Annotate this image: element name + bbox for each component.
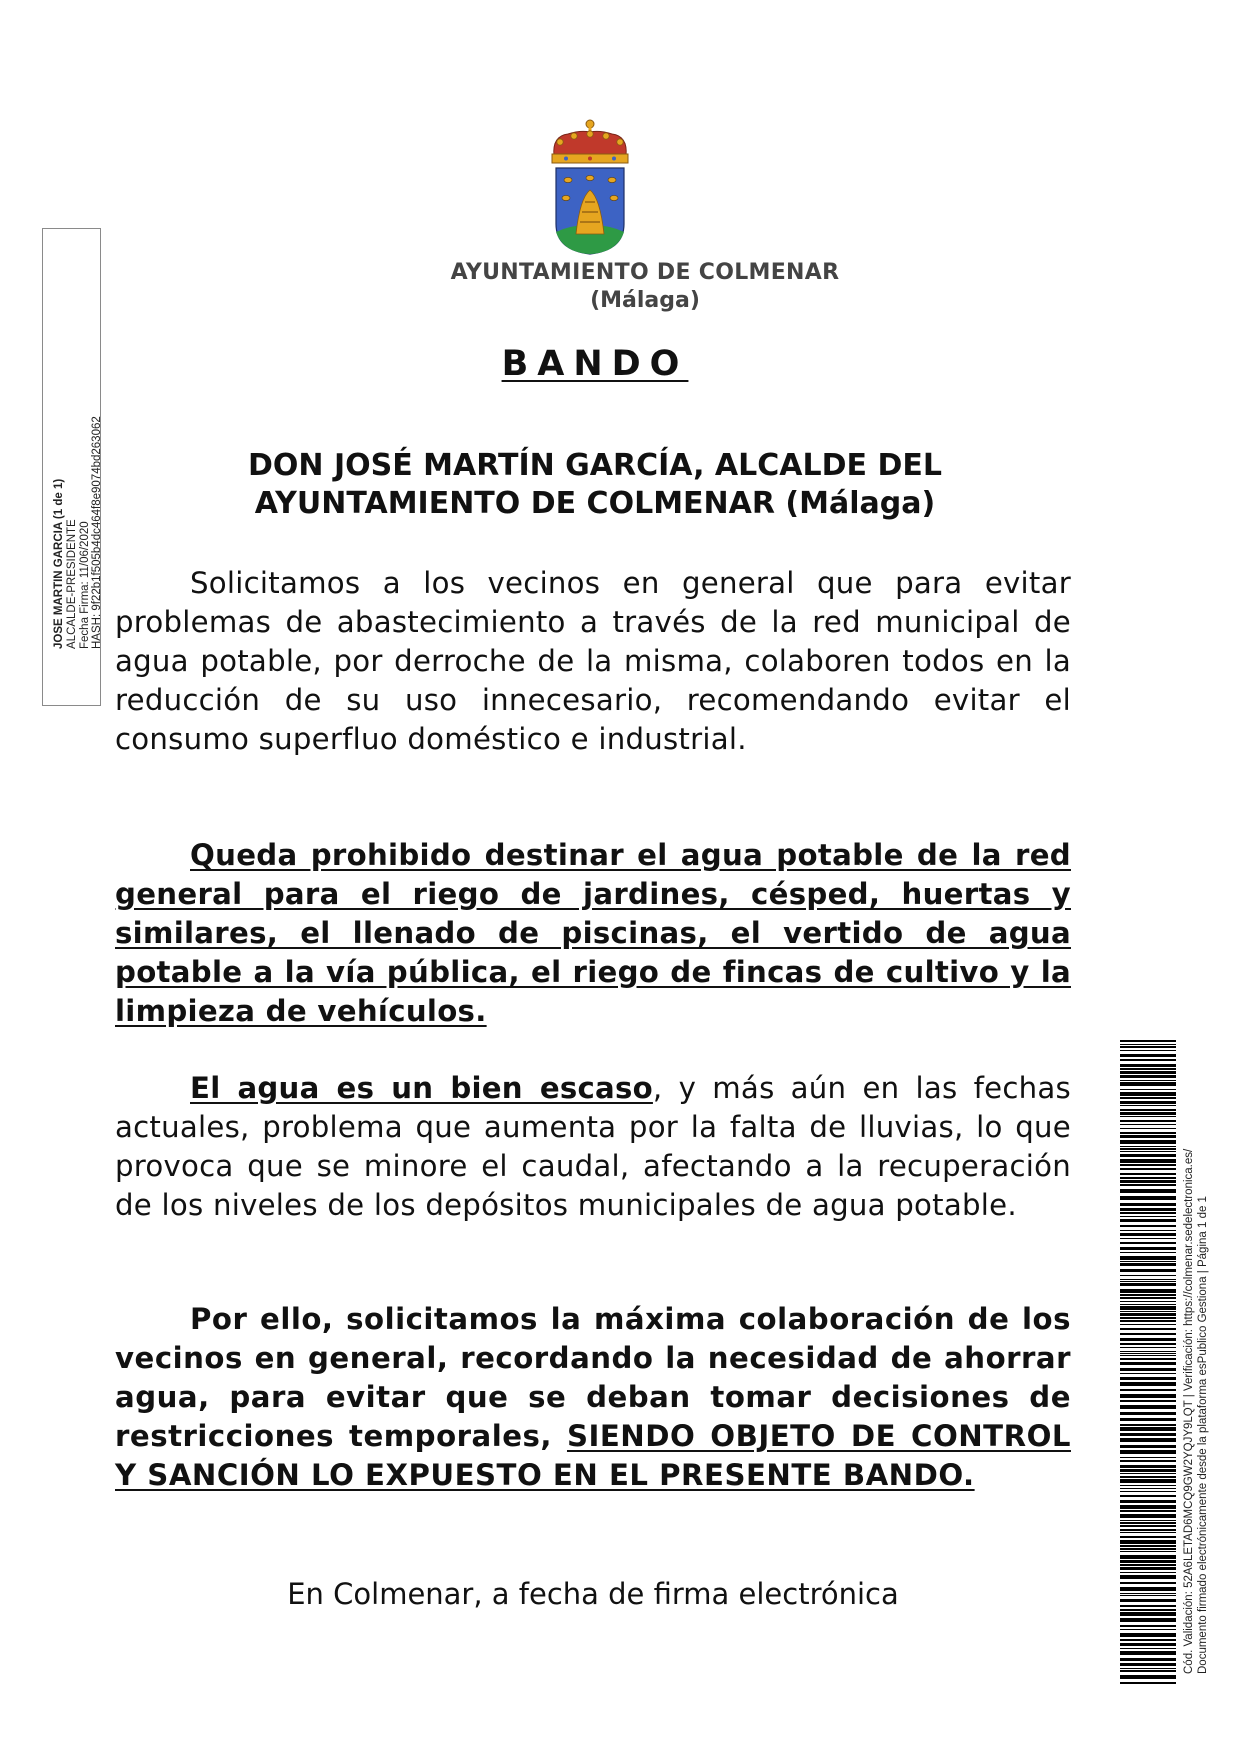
barcode-bar xyxy=(1120,1044,1176,1045)
barcode-bar xyxy=(1120,1540,1176,1544)
barcode-bar xyxy=(1120,1116,1176,1117)
barcode-bar xyxy=(1120,1485,1176,1486)
barcode-bar xyxy=(1120,1522,1176,1524)
barcode-bar xyxy=(1120,1605,1176,1607)
barcode-bar xyxy=(1120,1101,1176,1104)
barcode-bar xyxy=(1120,1609,1176,1611)
barcode-bar xyxy=(1120,1500,1176,1503)
barcode-bar xyxy=(1120,1089,1176,1090)
barcode-bar xyxy=(1120,1289,1176,1293)
barcode-bar xyxy=(1120,1294,1176,1296)
barcode-bar xyxy=(1120,1281,1176,1282)
barcode-bar xyxy=(1120,1311,1176,1312)
barcode-bar xyxy=(1120,1595,1176,1596)
signature-stamp xyxy=(42,228,104,706)
barcode-bar xyxy=(1120,1575,1176,1579)
barcode-bar xyxy=(1120,1313,1176,1316)
barcode-bar xyxy=(1120,1109,1176,1111)
barcode-bar xyxy=(1120,1548,1176,1550)
closing-line: En Colmenar, a fecha de firma electrónica xyxy=(287,1577,899,1611)
barcode-bar xyxy=(1120,1572,1176,1573)
barcode-bar xyxy=(1120,1510,1176,1512)
signature-stamp-text xyxy=(49,229,108,707)
barcode-bar xyxy=(1120,1560,1176,1563)
barcode-bar xyxy=(1120,1450,1176,1454)
barcode-bar xyxy=(1120,1263,1176,1266)
barcode-bar xyxy=(1120,1505,1176,1509)
barcode-bar xyxy=(1120,1495,1176,1497)
barcode-bar xyxy=(1120,1283,1176,1286)
barcode-bar xyxy=(1120,1275,1176,1276)
barcode-bar xyxy=(1120,1587,1176,1591)
barcode-bar xyxy=(1120,1488,1176,1489)
barcode-bar xyxy=(1120,1389,1176,1391)
barcode-bar xyxy=(1120,1343,1176,1345)
barcode-bar xyxy=(1120,1639,1176,1641)
barcode-bar xyxy=(1120,1242,1176,1244)
barcode-bar xyxy=(1120,1473,1176,1474)
barcode-bar xyxy=(1120,1046,1176,1048)
barcode-bar xyxy=(1120,1071,1176,1074)
collaboration-text: Por ello, solicitamos la máxima colaboración de los vecinos en general, recordando la necesidad de ahorrar agua, para evitar que se deban tomar decisiones de restricciones temporales, xyxy=(115,1302,1071,1453)
organization-province: (Málaga) xyxy=(590,288,700,313)
paragraph-prohibition: Queda prohibido destinar el agua potable de la red general para el riego de jardines, césped, huertas y similares, el llenado de piscinas, el vertido de agua potable a la vía pública, el riego de fincas de cultivo y la limpieza de vehículos. xyxy=(115,838,1071,1028)
crown-icon xyxy=(552,120,628,163)
barcode-bar xyxy=(1120,1648,1176,1649)
barcode-bar xyxy=(1120,1238,1176,1239)
barcode-bar xyxy=(1120,1400,1176,1402)
sanction-emphasis: SIENDO OBJETO DE CONTROL Y SANCIÓN LO EXPUESTO EN EL PRESENTE BANDO. xyxy=(115,1418,1071,1492)
barcode-bar xyxy=(1120,1405,1176,1409)
signer-role: ALCALDE-PRESIDENTE xyxy=(65,519,78,649)
barcode-bar xyxy=(1120,1347,1176,1348)
signer-name: JOSE MARTIN GARCIA (1 de 1) xyxy=(53,478,65,649)
barcode-bar xyxy=(1120,1132,1176,1134)
barcode-bar xyxy=(1120,1180,1176,1183)
barcode-bar xyxy=(1120,1256,1176,1260)
barcode-bar xyxy=(1120,1059,1176,1061)
barcode-bar xyxy=(1120,1140,1176,1144)
barcode-bar xyxy=(1120,1599,1176,1602)
barcode-bar xyxy=(1120,1124,1176,1125)
barcode-bar xyxy=(1120,1358,1176,1360)
barcode-bar xyxy=(1120,1469,1176,1472)
barcode-bar xyxy=(1120,1675,1176,1679)
barcode-bar xyxy=(1120,1338,1176,1341)
barcode-bar xyxy=(1120,1219,1176,1222)
barcode-bar xyxy=(1120,1368,1176,1371)
barcode-bar xyxy=(1120,1196,1176,1200)
barcode-bar xyxy=(1120,1189,1176,1193)
barcode-bar xyxy=(1120,1457,1176,1458)
barcode-bar xyxy=(1120,1164,1176,1166)
barcode-bar xyxy=(1120,1148,1176,1150)
barcode-bar xyxy=(1120,1177,1176,1179)
paragraph-scarcity xyxy=(115,1069,1071,1225)
paragraph-request: Solicitamos a los vecinos en general que para evitar problemas de abastecimiento a través de la red municipal de agua potable, por derroche de la misma, colaboren todos en la reducción de su uso innecesario, recomendando evitar el consumo superfluo doméstico e industrial. xyxy=(115,566,1071,756)
barcode-bar xyxy=(1120,1324,1176,1325)
barcode-bar xyxy=(1120,1536,1176,1538)
barcode-bar xyxy=(1120,1514,1176,1518)
barcode-bar xyxy=(1120,1216,1176,1217)
barcode-bar xyxy=(1120,1040,1176,1042)
barcode-bar xyxy=(1120,1135,1176,1138)
barcode-bar xyxy=(1120,1233,1176,1236)
validation-code: Cód. Validación: 52A6LETAD6MCQ9GW2YQJY9LQT | Verificación: https://colmenar.sedelectronica.es/ xyxy=(1183,1148,1195,1674)
barcode-bar xyxy=(1120,1377,1176,1380)
barcode-bar xyxy=(1120,1184,1176,1186)
barcode-bar xyxy=(1120,1525,1176,1527)
barcode-bar xyxy=(1120,1154,1176,1157)
barcode-bar xyxy=(1120,1168,1176,1170)
barcode-bar xyxy=(1120,1173,1176,1175)
barcode-bar xyxy=(1120,1465,1176,1468)
barcode-bar xyxy=(1120,1582,1176,1584)
barcode-bar xyxy=(1120,1151,1176,1152)
barcode-bar xyxy=(1120,1567,1176,1570)
barcode-bar xyxy=(1120,1551,1176,1552)
barcode-bar xyxy=(1120,1050,1176,1051)
barcode-bar xyxy=(1120,1351,1176,1352)
barcode-bar xyxy=(1120,1612,1176,1616)
barcode-bar xyxy=(1120,1128,1176,1129)
barcode-bar xyxy=(1120,1261,1176,1262)
barcode-bar xyxy=(1120,1080,1176,1081)
barcode-bar xyxy=(1120,1146,1176,1147)
barcode-bar xyxy=(1120,1633,1176,1637)
barcode-bar xyxy=(1120,1670,1176,1672)
barcode-bar xyxy=(1120,1279,1176,1280)
barcode-bar xyxy=(1120,1412,1176,1415)
barcode-bar xyxy=(1120,1075,1176,1078)
barcode-bar xyxy=(1120,1373,1176,1374)
barcode-bar xyxy=(1120,1625,1176,1627)
barcode-bar xyxy=(1120,1297,1176,1299)
barcode-bar xyxy=(1120,1476,1176,1478)
barcode-bar xyxy=(1120,1105,1176,1106)
barcode-bar xyxy=(1120,1382,1176,1386)
validation-platform: Documento firmado electrónicamente desde la plataforma esPublico Gestiona | Página 1 de 1 xyxy=(1197,1196,1209,1674)
barcode-bar xyxy=(1120,1520,1176,1521)
barcode-bar xyxy=(1120,1252,1176,1253)
signature-date: Fecha Firma: 11/06/2020 xyxy=(78,521,91,649)
barcode-bar xyxy=(1120,1247,1176,1250)
barcode-bar xyxy=(1120,1230,1176,1231)
barcode-bar xyxy=(1120,1643,1176,1646)
barcode-bar xyxy=(1120,1225,1176,1227)
barcode-bar xyxy=(1120,1353,1176,1354)
barcode-bar xyxy=(1120,1418,1176,1421)
barcode-bar xyxy=(1120,1564,1176,1566)
coat-of-arms-logo xyxy=(524,116,656,256)
barcode-bar xyxy=(1120,1068,1176,1070)
barcode-bar xyxy=(1120,1394,1176,1398)
barcode-bar xyxy=(1120,1433,1176,1436)
barcode-bar xyxy=(1120,1593,1176,1594)
barcode-bar xyxy=(1120,1212,1176,1214)
shield-icon xyxy=(556,168,624,254)
validation-text xyxy=(1180,1040,1224,1680)
organization-name: AYUNTAMIENTO DE COLMENAR xyxy=(450,260,840,285)
barcode-bar xyxy=(1120,1301,1176,1302)
barcode-bar xyxy=(1120,1304,1176,1305)
barcode-bar xyxy=(1120,1317,1176,1319)
barcode-bar xyxy=(1120,1159,1176,1163)
barcode-bar xyxy=(1120,1532,1176,1533)
barcode-bar xyxy=(1120,1424,1176,1426)
scarcity-emphasis: El agua es un bien escaso xyxy=(190,1071,653,1105)
barcode-bar xyxy=(1120,1629,1176,1630)
barcode-bar xyxy=(1120,1092,1176,1096)
barcode-bar xyxy=(1120,1333,1176,1335)
validation-barcode xyxy=(1120,1040,1176,1685)
barcode-bar xyxy=(1120,1203,1176,1206)
barcode-bar xyxy=(1120,1320,1176,1322)
signer-line-1: DON JOSÉ MARTÍN GARCÍA, ALCALDE DEL xyxy=(248,448,942,483)
barcode-bar xyxy=(1120,1668,1176,1669)
signature-hash: HASH: 9f22b1f505b4dc464f8e9074bd263062 xyxy=(91,416,104,649)
barcode-bar xyxy=(1120,1054,1176,1057)
scarcity-text: , y más aún en las fechas actuales, problema que aumenta por la falta de lluvias, lo que provoca que se minore el caudal, afectando a la recuperación de los niveles de los depósitos municipales de agua potable. xyxy=(115,1071,1072,1222)
barcode-bar xyxy=(1120,1651,1176,1655)
barcode-bar xyxy=(1120,1427,1176,1431)
barcode-bar xyxy=(1120,1460,1176,1462)
barcode-bar xyxy=(1120,1362,1176,1365)
barcode-bar xyxy=(1120,1112,1176,1115)
document-title-text: BANDO xyxy=(501,344,689,384)
document-title xyxy=(400,343,790,385)
barcode-bar xyxy=(1120,1082,1176,1086)
barcode-bar xyxy=(1120,1545,1176,1547)
signer-line-2: AYUNTAMIENTO DE COLMENAR (Málaga) xyxy=(254,486,936,521)
barcode-bar xyxy=(1120,1306,1176,1310)
barcode-bar xyxy=(1120,1618,1176,1622)
barcode-bar xyxy=(1120,1328,1176,1330)
barcode-bar xyxy=(1120,1491,1176,1492)
barcode-bar xyxy=(1120,1479,1176,1483)
paragraph-collaboration xyxy=(115,1300,1071,1495)
barcode-bar xyxy=(1120,1682,1176,1684)
barcode-bar xyxy=(1120,1097,1176,1099)
barcode-bar xyxy=(1120,1445,1176,1448)
barcode-bar xyxy=(1120,1269,1176,1272)
barcode-bar xyxy=(1120,1355,1176,1356)
barcode-bar xyxy=(1120,1208,1176,1211)
barcode-bar xyxy=(1120,1529,1176,1531)
barcode-bar xyxy=(1120,1438,1176,1442)
barcode-bar xyxy=(1120,1120,1176,1122)
barcode-bar xyxy=(1120,1555,1176,1559)
barcode-bar xyxy=(1120,1663,1176,1666)
barcode-bar xyxy=(1120,1064,1176,1067)
barcode-bar xyxy=(1120,1658,1176,1661)
